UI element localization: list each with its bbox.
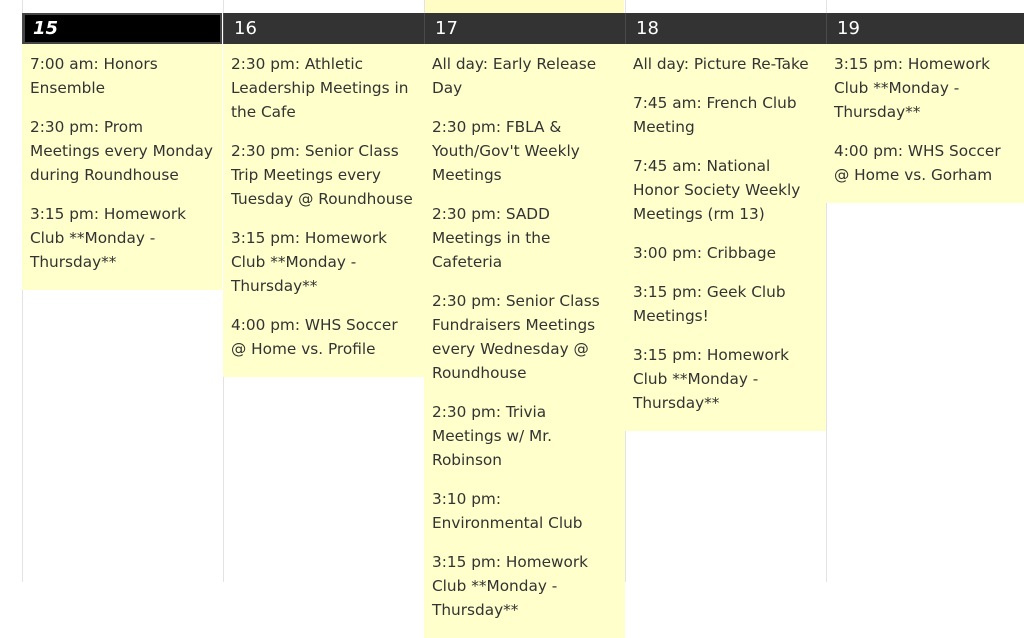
event-item[interactable]: 3:15 pm: Geek Club Meetings!	[633, 283, 786, 325]
event-item[interactable]: 2:30 pm: SADD Meetings in the Cafeteria	[432, 205, 551, 271]
day-column-16	[223, 13, 424, 377]
event-item[interactable]: 2:30 pm: FBLA & Youth/Gov't Weekly Meetings	[432, 118, 580, 184]
event-item[interactable]: 2:30 pm: Prom Meetings every Monday during Roundhouse	[30, 118, 213, 184]
day-number-15[interactable]: 15	[22, 13, 222, 44]
event-item[interactable]: 2:30 pm: Senior Class Trip Meetings every Tuesday @ Roundhouse	[231, 142, 413, 208]
day-column-19	[826, 13, 1024, 203]
event-item[interactable]: All day: Picture Re-Take	[633, 55, 809, 73]
day-events	[625, 44, 826, 431]
event-item[interactable]: 4:00 pm: WHS Soccer @ Home vs. Gorham	[834, 142, 1001, 184]
event-item[interactable]: 3:15 pm: Homework Club **Monday - Thursday**	[231, 229, 388, 295]
day-column-18	[625, 13, 826, 431]
day-number-17[interactable]: 17	[424, 13, 625, 44]
event-item[interactable]: All day: Early Release Day	[432, 55, 597, 97]
day-events	[223, 44, 424, 377]
event-item[interactable]: 3:15 pm: Homework Club **Monday - Thursday**	[633, 346, 790, 412]
previous-week-overflow	[425, 0, 624, 13]
day-column-17	[424, 13, 625, 638]
day-number-18[interactable]: 18	[625, 13, 826, 44]
event-item[interactable]: 2:30 pm: Senior Class Fundraisers Meetings every Wednesday @ Roundhouse	[432, 292, 600, 382]
event-item[interactable]: 2:30 pm: Trivia Meetings w/ Mr. Robinson	[432, 403, 552, 469]
day-events	[22, 44, 222, 290]
day-events	[826, 44, 1024, 203]
day-events	[424, 44, 625, 638]
event-item[interactable]: 3:10 pm: Environmental Club	[432, 490, 583, 532]
event-item[interactable]: 4:00 pm: WHS Soccer @ Home vs. Profile	[231, 316, 398, 358]
event-item[interactable]: 3:15 pm: Homework Club **Monday - Thursday**	[30, 205, 187, 271]
event-item[interactable]: 2:30 pm: Athletic Leadership Meetings in the Cafe	[231, 55, 409, 121]
event-item[interactable]: 7:45 am: French Club Meeting	[633, 94, 797, 136]
event-item[interactable]: 3:15 pm: Homework Club **Monday - Thursday**	[834, 55, 991, 121]
day-column-15	[22, 13, 222, 290]
event-item[interactable]: 3:15 pm: Homework Club **Monday - Thursday**	[432, 553, 589, 619]
day-number-16[interactable]: 16	[223, 13, 424, 44]
event-item[interactable]: 3:00 pm: Cribbage	[633, 244, 776, 262]
event-item[interactable]: 7:00 am: Honors Ensemble	[30, 55, 158, 97]
event-item[interactable]: 7:45 am: National Honor Society Weekly Meetings (rm 13)	[633, 157, 801, 223]
day-number-19[interactable]: 19	[826, 13, 1024, 44]
